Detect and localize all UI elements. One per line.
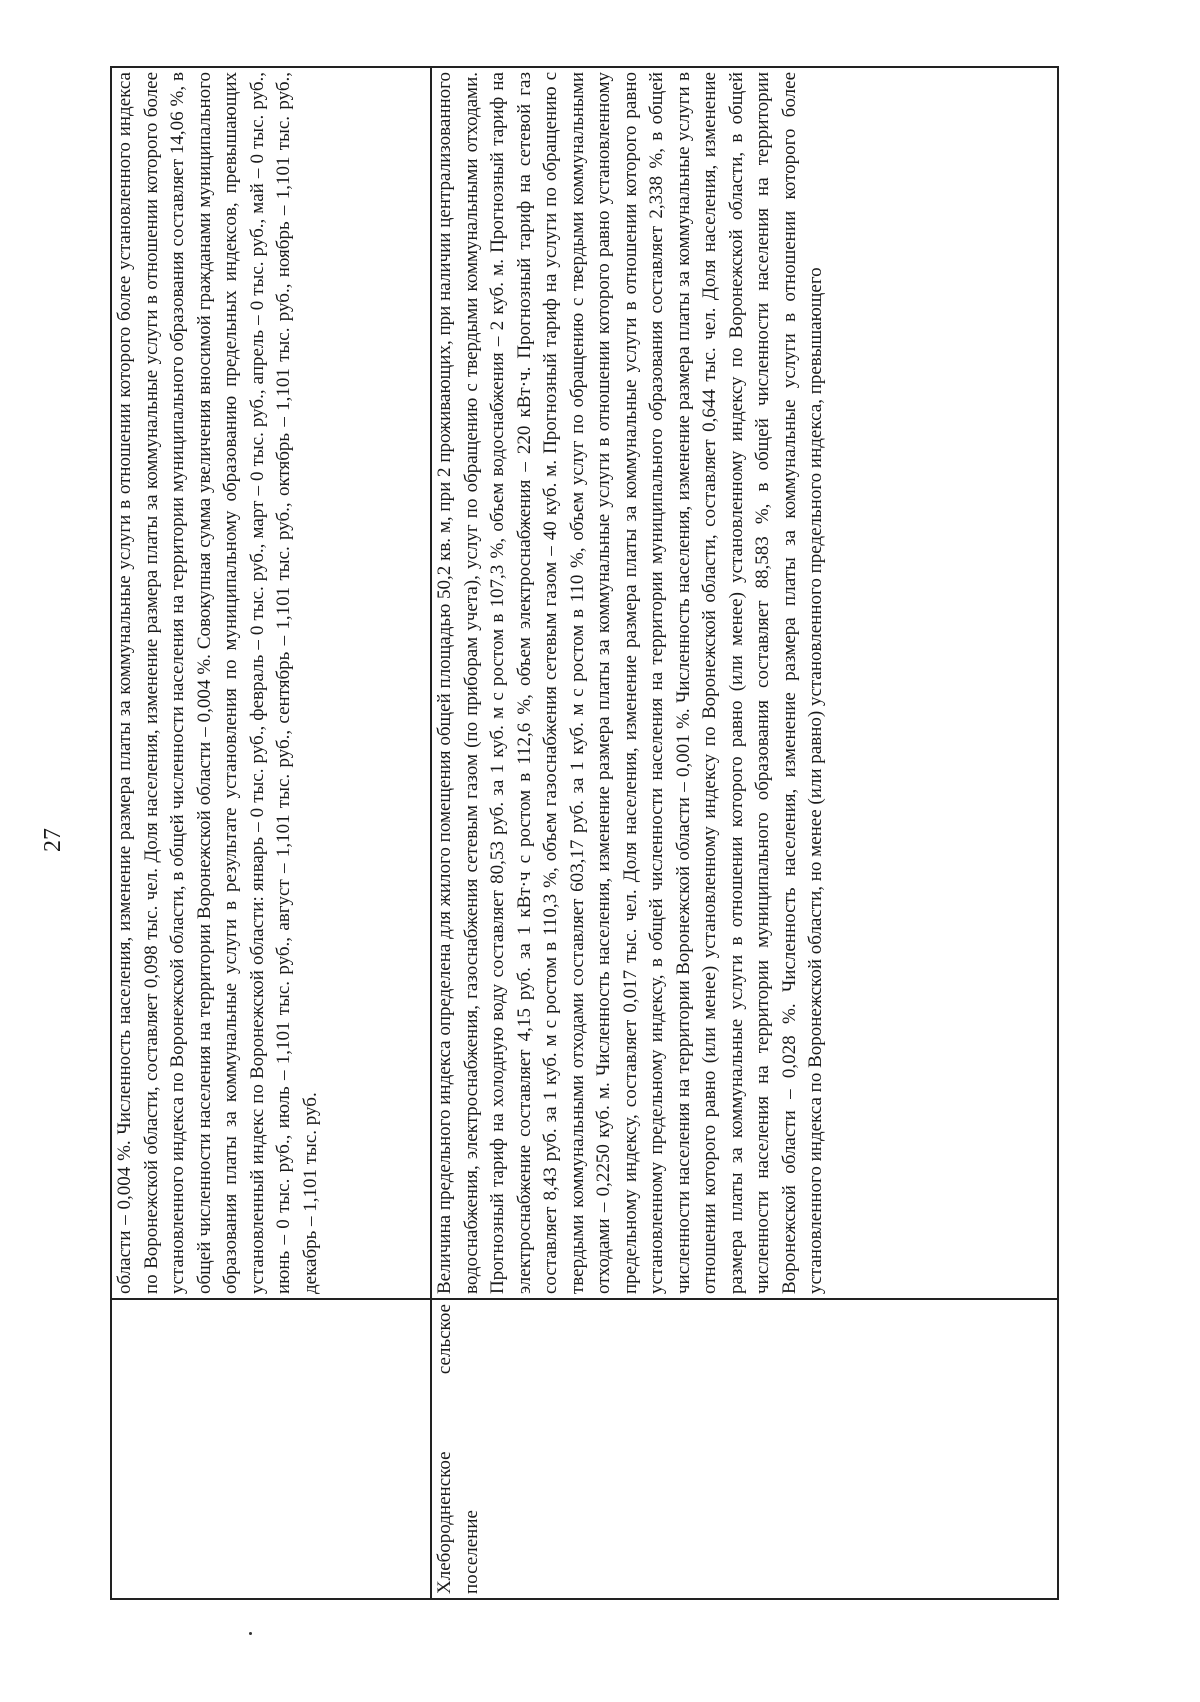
rotated-content — [40, 72, 1070, 1600]
municipal-index-table — [110, 66, 1059, 1600]
table-row — [431, 67, 1058, 1599]
index-description-cell: области – 0,004 %. Численность населения, изменение размера платы за коммунальные услуги в отношении которого более установленного индекса по Воронежской области, составляет 0,098 тыс. чел. Доля населения, изменение размера платы за коммунальные услуги в отношении которого более установленного индекса по Воронежской области, в общей численности населения на территории муниципального образования составляет 14,06 %, в общей численности населения на территории Воронежской области – 0,004 %. Совокупная сумма увеличения вносимой гражданами муниципального образования платы за коммунальные услуги в результате установления по муниципальному образованию предельных индексов, превышающих установленный индекс по Воронежской области: январь – 0 тыс. руб., февраль – 0 тыс. руб., март – 0 тыс. руб., апрель – 0 тыс. руб., май – 0 тыс. руб., июнь – 0 тыс. руб., июль – 1,101 тыс. руб., август – 1,101 тыс. руб., сентябрь – 1,101 тыс. руб., октябрь – 1,101 тыс. руб., ноябрь – 1,101 тыс. руб., декабрь – 1,101 тыс. руб. — [111, 67, 431, 1299]
table-row — [111, 67, 431, 1599]
page-number: 27 — [40, 828, 66, 852]
index-description-cell: Величина предельного индекса определена для жилого помещения общей площадью 50,2 кв. м, при 2 проживающих, при наличии централизованного водоснабжения, электроснабжения, газоснабжения сетевым газом (по приборам учета), услуг по обращению с твердыми коммунальными отходами. Прогнозный тариф на холодную воду составляет 80,53 руб. за 1 куб. м с ростом в 107,3 %, объем водоснабжения – 2 куб. м. Прогнозный тариф на электроснабжение составляет 4,15 руб. за 1 кВт·ч с ростом в 112,6 %, объем электроснабжения – 220 кВт·ч. Прогнозный тариф на сетевой газ составляет 8,43 руб. за 1 куб. м с ростом в 110,3 %, объем газоснабжения сетевым газом – 40 куб. м. Прогнозный тариф на услуги по обращению с твердыми коммунальными отходами составляет 603,17 руб. за 1 куб. м с ростом в 110 %, объем услуг по обращению с твердыми коммунальными отходами – 0,2250 куб. м. Численность населения, изменение размера платы за коммунальные услуги в отношении которого равно установленному предельному индексу, составляет 0,017 тыс. чел. Доля населения, изменение размера платы за коммунальные услуги в отношении которого равно установленному предельному индексу, в общей численности населения на территории муниципального образования составляет 2,338 %, в общей численности населения на территории Воронежской области – 0,001 %. Численность населения, изменение размера платы за коммунальные услуги в отношении которого равно (или менее) установленному индексу по Воронежской области, составляет 0,644 тыс. чел. Доля населения, изменение размера платы за коммунальные услуги в отношении которого равно (или менее) установленному индексу по Воронежской области, в общей численности населения на территории муниципального образования составляет 88,583 %, в общей численности населения на территории Воронежской области – 0,028 %. Численность населения, изменение размера платы за коммунальные услуги в отношении которого более установленного индекса по Воронежской области, но менее (или равно) установленного предельного индекса, превышающего — [431, 67, 1058, 1299]
municipality-name-cell — [111, 1299, 431, 1599]
municipality-name-cell: Хлебородненское сельское поселение — [431, 1299, 1058, 1599]
scan-speck — [249, 1632, 252, 1635]
